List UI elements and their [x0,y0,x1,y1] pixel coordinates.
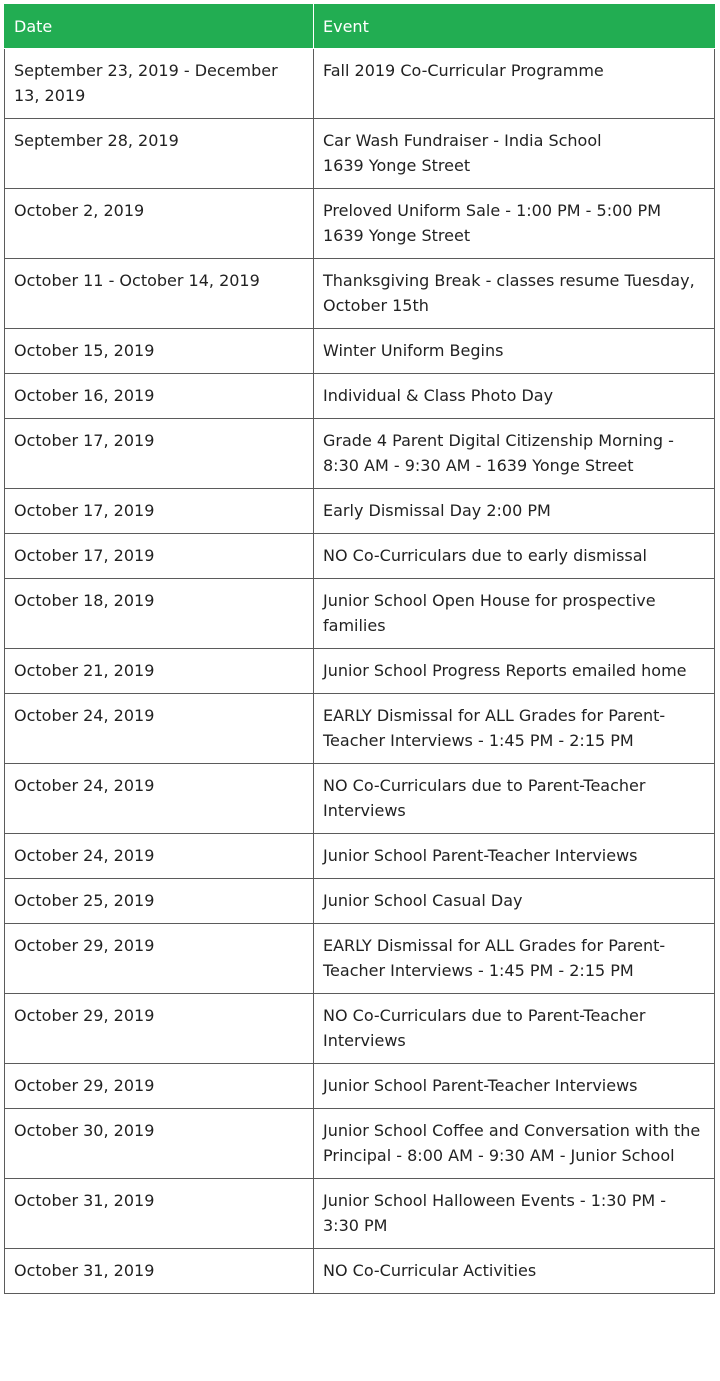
date-cell: October 11 - October 14, 2019 [5,259,314,329]
date-cell: October 2, 2019 [5,189,314,259]
date-cell: October 15, 2019 [5,329,314,374]
table-row [5,534,715,579]
table-row [5,924,715,994]
event-cell: Winter Uniform Begins [314,329,715,374]
event-cell: Junior School Parent-Teacher Interviews [314,1064,715,1109]
date-cell: October 24, 2019 [5,764,314,834]
table-row [5,489,715,534]
table-row [5,374,715,419]
date-cell: October 24, 2019 [5,694,314,764]
event-cell: EARLY Dismissal for ALL Grades for Parent-Teacher Interviews - 1:45 PM - 2:15 PM [314,924,715,994]
table-row [5,119,715,189]
event-cell: Junior School Progress Reports emailed home [314,649,715,694]
event-cell: EARLY Dismissal for ALL Grades for Parent-Teacher Interviews - 1:45 PM - 2:15 PM [314,694,715,764]
event-column-header: Event [314,4,715,49]
table-row [5,834,715,879]
date-cell: October 29, 2019 [5,924,314,994]
table-row [5,259,715,329]
table-row [5,1064,715,1109]
table-header-row [5,4,715,49]
date-cell: September 23, 2019 - December 13, 2019 [5,49,314,119]
date-cell: October 25, 2019 [5,879,314,924]
date-cell: October 16, 2019 [5,374,314,419]
date-cell: October 17, 2019 [5,419,314,489]
table-row [5,994,715,1064]
date-cell: October 17, 2019 [5,534,314,579]
date-cell: October 17, 2019 [5,489,314,534]
event-cell: Junior School Open House for prospective families [314,579,715,649]
event-cell: Junior School Coffee and Conversation with the Principal - 8:00 AM - 9:30 AM - Junior School [314,1109,715,1179]
events-table [4,4,715,1294]
date-cell: October 18, 2019 [5,579,314,649]
table-row [5,879,715,924]
event-cell: Thanksgiving Break - classes resume Tuesday, October 15th [314,259,715,329]
date-column-header: Date [5,4,314,49]
date-cell: October 21, 2019 [5,649,314,694]
event-cell: NO Co-Curriculars due to Parent-Teacher Interviews [314,994,715,1064]
event-cell: Junior School Parent-Teacher Interviews [314,834,715,879]
date-cell: October 24, 2019 [5,834,314,879]
table-row [5,419,715,489]
date-cell: October 31, 2019 [5,1179,314,1249]
table-row [5,649,715,694]
date-cell: September 28, 2019 [5,119,314,189]
event-cell: Individual & Class Photo Day [314,374,715,419]
table-row [5,1109,715,1179]
table-row [5,1249,715,1294]
table-body [5,49,715,1294]
event-cell: Junior School Halloween Events - 1:30 PM - 3:30 PM [314,1179,715,1249]
event-cell: Fall 2019 Co-Curricular Programme [314,49,715,119]
event-cell: Junior School Casual Day [314,879,715,924]
event-cell: NO Co-Curriculars due to early dismissal [314,534,715,579]
date-cell: October 29, 2019 [5,1064,314,1109]
table-row [5,694,715,764]
table-row [5,579,715,649]
event-cell: Car Wash Fundraiser - India School 1639 Yonge Street [314,119,715,189]
event-cell: Grade 4 Parent Digital Citizenship Morning - 8:30 AM - 9:30 AM - 1639 Yonge Street [314,419,715,489]
event-cell: Preloved Uniform Sale - 1:00 PM - 5:00 PM 1639 Yonge Street [314,189,715,259]
table-row [5,329,715,374]
date-cell: October 31, 2019 [5,1249,314,1294]
date-cell: October 30, 2019 [5,1109,314,1179]
table-row [5,764,715,834]
event-cell: NO Co-Curriculars due to Parent-Teacher Interviews [314,764,715,834]
event-cell: NO Co-Curricular Activities [314,1249,715,1294]
table-row [5,49,715,119]
table-row [5,189,715,259]
date-cell: October 29, 2019 [5,994,314,1064]
table-row [5,1179,715,1249]
event-cell: Early Dismissal Day 2:00 PM [314,489,715,534]
